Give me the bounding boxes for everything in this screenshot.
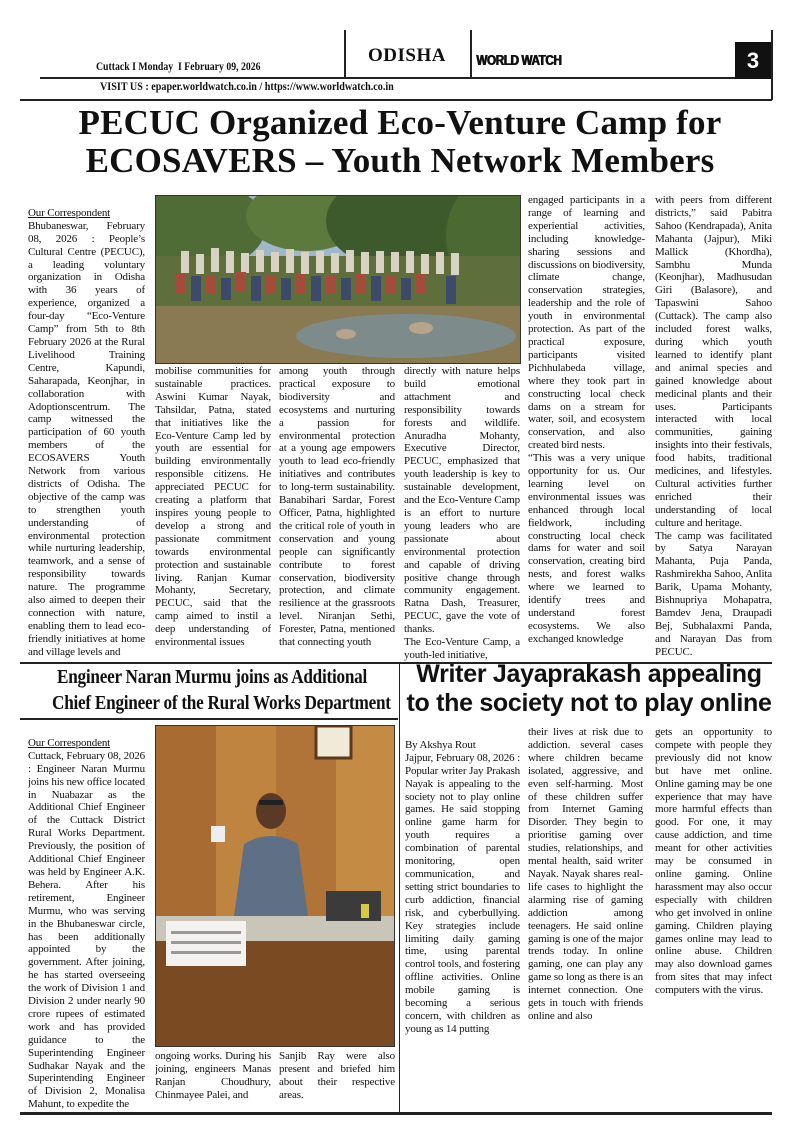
story3-column-1 xyxy=(405,726,520,1112)
story1-headline-line1: PECUC Organized Eco-Venture Camp for xyxy=(78,103,722,142)
masthead-rule xyxy=(40,77,736,79)
visit-us-line[interactable]: VISIT US : epaper.worldwatch.co.in / https://www.worldwatch.co.in xyxy=(100,81,394,93)
story2-column-3: Sanjib Ray were also present and briefed him about their respective areas. xyxy=(279,1050,395,1101)
section-title: ODISHA xyxy=(368,45,446,66)
engineer-office-photo-image xyxy=(156,726,394,1046)
story2-column-2: ongoing works. During his joining, engineers Manas Ranjan Choudhury, Chinmayee Palei, and xyxy=(155,1050,271,1101)
engineer-office-photo xyxy=(155,725,395,1047)
column-divider xyxy=(399,662,400,1112)
page-number: 3 xyxy=(746,47,760,73)
masthead-divider xyxy=(470,30,472,77)
story1-column-4: directly with nature helps build emotional attachment and responsibility towards forests and wildlife. Anuradha Mohanty, Executive Director, PECUC, emphasized that youth leadership is key to sustainable development, and the Eco-Venture Camp is an effort to nurture young leaders who are passionate about environmental protection and capable of driving positive change through community engagement. Ratna Dash, Treasurer, PECUC, gave the vote of thanks. The Eco-Venture Camp, a youth-led initiative, xyxy=(404,365,520,661)
story3-text: Jajpur, February 08, 2026 : Popular writer Jay Prakash Nayak is appealing to the society not to play online games. He said stopping online game harm for youth requires a combination of parental monitoring, open communication, and setting strict boundaries to curb addiction, financial risk, and cyberbullying. Key strategies include limiting daily gaming time, using parental control tools, and fostering offline activities. Online mobile gaming is becoming a serious concern, with children as young as 14 putting xyxy=(405,751,520,1035)
masthead-divider xyxy=(344,30,346,77)
story3-headline xyxy=(404,660,774,718)
story2-column-1 xyxy=(28,724,145,1112)
story1-headline-line2: ECOSAVERS – Youth Network Members xyxy=(85,141,715,180)
story2-headline xyxy=(52,664,391,716)
story2-headline-line2: Chief Engineer of the Rural Works Department xyxy=(52,692,391,714)
story2-headline-line1: Engineer Naran Murmu joins as Additional xyxy=(56,666,368,688)
story1-column-2: mobilise communities for sustainable practices. Aswini Kumar Nayak, Tahsildar, Patna, stated that initiatives like the Eco-Venture Camp led by youth are essential for building environmentally responsible citizens. He appreciated PECUC for creating a platform that inspires young people to develop a strong and passionate commitment towards environmental protection and sustainable living. Ranjan Kumar Mohanty, Secretary, PECUC, said that the camp aimed to instil a deep understanding of environmental issues xyxy=(155,365,271,649)
masthead-divider xyxy=(771,30,773,100)
story1-headline xyxy=(20,104,780,180)
story1-column-6: with peers from different districts,” said Pabitra Sahoo (Kendrapada), Anita Mahanta (Jajpur), Miki Mallick (Khordha), Sambhu Munda (Keonjhar), Madhusudan Giri (Balasore), and Tapaswini Sahoo (Cuttack). The camp also included forest walks, during which youth learned to identify plant and animal species and gained knowledge about medicinal plants and their uses. Participants interacted with local communities, gaining insights into their festivals, food habits, traditional medicines, and lifestyles. Cultural activities further enriched their understanding of local culture and heritage. The camp was facilitated by Satya Narayan Mahanta, Puja Panda, Rashmirekha Sahoo, Anlita Barik, Upama Mohanty, Bishnupriya Mohapatra, Bamdev Jena, Draupadi Bej, Subhalaxmi Panda, and Narayan Das from PECUC. xyxy=(655,194,772,658)
story2-text: Cuttack, February 08, 2026 : Engineer Naran Murmu joins his new office located in Nuabazar as the Additional Chief Engineer of the Cuttack District Rural Works Department. Previously, the position of Additional Chief Engineer was held by Engineer A.K. Behera. After his retirement, Engineer Murmu, who was serving in the Bhubaneswar circle, has been additionally appointed by the government. After joining, he has started overseeing the work of Division 1 and Division 2 under nearly 90 crore rupees of estimated work and has provided guidance to the Superintending Engineer Sudhakar Nayak and the Superintending Engineer of Division 2, Monalisa Mahunt, to expedite the xyxy=(28,749,145,1111)
story1-column-1 xyxy=(28,194,145,662)
story2-byline: Our Correspondent xyxy=(28,736,111,749)
story1-column-3: among youth through practical exposure to biodiversity and ecosystems and nurturing a passion for environmental protection at a young age empowers youth to lead eco-friendly initiatives and contributes to long-term sustainability. Banabihari Sardar, Forest Officer, Patna, highlighted the critical role of youth in conservation and young people can significantly contribute to forest conservation, biodiversity protection, and climate resilience at the grassroots level. Niranjan Sethi, Forester, Patna, mentioned that connecting youth xyxy=(279,365,395,649)
story3-headline-line2: to the society not to play online xyxy=(406,689,772,717)
story3-byline: By Akshya Rout xyxy=(405,738,476,751)
story2-rule xyxy=(20,718,398,720)
story3-headline-line1: Writer Jayaprakash appealing xyxy=(416,660,762,688)
page-number-badge xyxy=(735,42,771,79)
worldwatch-logo: WORLD WATCH xyxy=(476,52,562,69)
top-rule xyxy=(20,99,772,101)
story1-column-5: engaged participants in a range of learning and experiential activities, including knowledge-sharing sessions and discussions on biodiversity, climate change, conservation strategies, leadership and the role of youth in environmental protection. As part of the practical exposure, participants visited Pichhulabeda village, where they took part in constructing local check dams on a stream for water, soil, and ecosystem conservation, and also created bird nests. “This was a very unique opportunity for us. Our learning level on environmental issues was enhanced through local fieldwork, including constructing local check dams for water and soil conservation, creating bird nests, and forest walks where we learned to identify trees and understand forest ecosystems. We also exchanged knowledge xyxy=(528,194,645,645)
eco-camp-group-photo xyxy=(155,195,521,364)
bottom-rule xyxy=(20,1112,772,1115)
eco-camp-photo-image xyxy=(156,196,520,363)
story1-text: Bhubaneswar, February 08, 2026 : People’s Cultural Centre (PECUC), a leading voluntary organization in Odisha with 36 years of experience, organized a four-day “Eco-Venture Camp” from 5th to 8th February 2026 at the Rural Livelihood Training Centre, Kapundi, Saharapada, Keonjhar, in collaboration with Adoptionscentrum. The camp witnessed the participation of 60 youth members of the ECOSAVERS Youth Network from various districts of Odisha. The objective of the camp was to strengthen youth understanding of environmental protection while nurturing leadership, teamwork, and a sense of responsibility towards nature. The programme also aimed to deepen their connection with nature, enabling them to lead eco-friendly initiatives at home and village levels and xyxy=(28,219,145,658)
story3-column-3: gets an opportunity to compete with people they previously did not know but have met online. Online gaming may be one experience that may have more harmful effects than good. For one, it may cause addiction, and time meant for other activities may be consumed in online gaming. Online harassment may also occur especially with children who get involved in online gaming. Children playing games online may lead to online abuse. Children may also download games from sites that may infect computers with the virus. xyxy=(655,726,772,997)
story1-byline: Our Correspondent xyxy=(28,206,111,219)
dateline: Cuttack I Monday I February 09, 2026 xyxy=(96,61,261,73)
story3-column-2: their lives at risk due to addiction. several cases where children became isolated, aggressive, and even self-harming. Most of these children suffer from Internet Gaming Disorder. They begin to prioritise gaming over studies, relationships, and mental health, said writer Nayak. Nayak shares real-life cases to highlight the alarming rise of gaming addiction among teenagers. He said online gaming is one of the major trends today. In online gaming, one can play any game so long as there is an internet connection. One gets in touch with friends online and also xyxy=(528,726,643,1022)
